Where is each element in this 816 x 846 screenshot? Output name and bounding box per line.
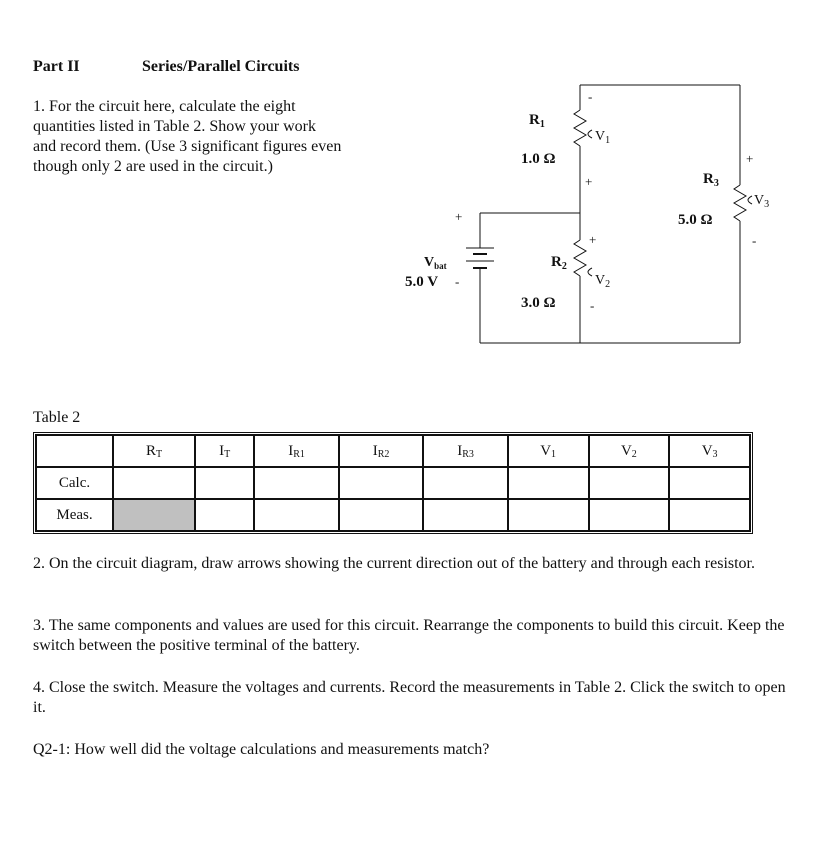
table-corner-cell	[36, 435, 113, 467]
r2-minus-sign: -	[590, 298, 595, 313]
column-header: $I_{R3}$	[423, 435, 507, 467]
data-table	[33, 432, 753, 534]
table-cell[interactable]	[254, 467, 338, 499]
question-3: 3. The same components and values are used for this circuit. Rearrange the components to build this circuit. Keep the switch between the positive terminal of the battery.	[33, 617, 785, 654]
r2-value: 3.0 Ω	[521, 295, 556, 311]
r1-label: $R_1$	[529, 112, 545, 130]
v3-label: $V_3$	[754, 193, 770, 210]
vbat-label: $V_{bat}$	[424, 255, 447, 271]
table-row	[36, 467, 750, 499]
r3-value: 5.0 Ω	[678, 212, 713, 228]
table-row	[36, 499, 750, 531]
part-label: Part II	[33, 58, 80, 75]
r2-plus-sign: +	[589, 232, 597, 247]
table-cell[interactable]	[589, 467, 670, 499]
column-header: $I_{R1}$	[254, 435, 338, 467]
question-1	[33, 97, 393, 177]
resistor-r3	[734, 185, 746, 221]
table-label: Table 2	[33, 409, 81, 426]
column-header: $I_{R2}$	[339, 435, 423, 467]
question-1-line: though only 2 are used in the circuit.)	[33, 158, 273, 175]
table-cell[interactable]	[669, 467, 750, 499]
table-header-row	[36, 435, 750, 467]
v3-marker	[748, 196, 752, 204]
v2-marker	[588, 268, 592, 276]
table-cell[interactable]	[669, 499, 750, 531]
r3-plus-sign: +	[746, 151, 754, 166]
table-cell[interactable]	[423, 467, 507, 499]
question-q2-1: Q2-1: How well did the voltage calculations and measurements match?	[33, 741, 490, 758]
r1-plus-sign: +	[585, 174, 593, 189]
row-label: Calc.	[36, 467, 113, 499]
resistor-r2	[574, 240, 586, 276]
row-label: Meas.	[36, 499, 113, 531]
table-cell[interactable]	[589, 499, 670, 531]
question-4: 4. Close the switch. Measure the voltages and currents. Record the measurements in Table 2. Click the switch to open it.	[33, 679, 786, 716]
table-cell[interactable]	[508, 499, 589, 531]
column-header: $R_T$	[113, 435, 195, 467]
table-cell[interactable]	[195, 467, 254, 499]
table-cell[interactable]	[113, 467, 195, 499]
question-2: 2. On the circuit diagram, draw arrows showing the current direction out of the battery and through each resistor.	[33, 555, 755, 572]
table-cell[interactable]	[254, 499, 338, 531]
question-1-line: 1. For the circuit here, calculate the eight	[33, 98, 296, 115]
table-cell[interactable]	[508, 467, 589, 499]
column-header: $V_3$	[669, 435, 750, 467]
column-header: $V_2$	[589, 435, 670, 467]
circuit-diagram	[380, 75, 790, 355]
question-1-line: and record them. (Use 3 significant figures even	[33, 138, 342, 155]
v2-label: $V_2$	[595, 273, 611, 290]
table-cell[interactable]	[339, 499, 423, 531]
question-1-line: quantities listed in Table 2. Show your work	[33, 118, 316, 135]
battery-symbol	[466, 248, 494, 268]
battery-minus-sign: -	[455, 274, 460, 289]
vbat-value: 5.0 V	[405, 274, 439, 290]
table-cell[interactable]	[195, 499, 254, 531]
table-cell[interactable]	[339, 467, 423, 499]
v1-marker	[588, 130, 592, 138]
r1-minus-sign: -	[588, 89, 593, 104]
battery-plus-sign: +	[455, 209, 463, 224]
column-header: $V_1$	[508, 435, 589, 467]
r3-minus-sign: -	[752, 233, 757, 248]
r2-label: $R_2$	[551, 254, 567, 272]
resistor-r1	[574, 110, 586, 146]
r3-label: $R_3$	[703, 171, 719, 189]
r1-value: 1.0 Ω	[521, 151, 556, 167]
table-cell-shaded	[113, 499, 195, 531]
v1-label: $V_1$	[595, 129, 611, 146]
column-header: $I_T$	[195, 435, 254, 467]
table-cell[interactable]	[423, 499, 507, 531]
section-title: Series/Parallel Circuits	[142, 58, 300, 75]
